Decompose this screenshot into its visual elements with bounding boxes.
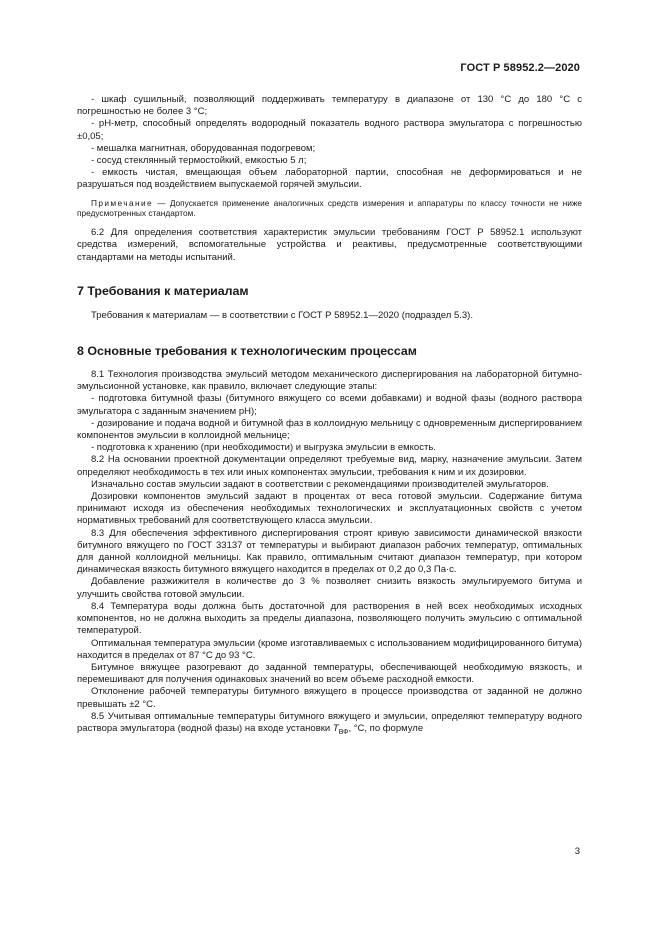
note-text: — Допускается применение аналогичных средств измерения и аппаратуры по классу точности не ниже предусмотренных стандартом.	[77, 197, 582, 219]
section-8-heading: 8 Основные требования к технологическим процессам	[77, 344, 417, 359]
list-item: - шкаф сушильный, позволяющий поддерживать температуру в диапазоне от 130 °C до 180 °C с погрешностью не более 3 °C;	[77, 94, 582, 118]
section-7-text: Требования к материалам — в соответствии с ГОСТ Р 58952.1—2020 (подраздел 5.3).	[91, 309, 473, 321]
paragraph-8-5-end: , °C, по формуле	[348, 722, 424, 734]
page-number: 3	[574, 846, 580, 857]
paragraph: 8.4 Температура воды должна быть достаточной для растворения в ней всех необходимых исходных компонентов, но не должна выходить за пределы диапазона, позволяющего получить эмульсию с оптимальной температурой.	[77, 600, 582, 637]
list-item: - подготовка к хранению (при необходимости) и выгрузка эмульсии в емкость.	[91, 442, 436, 454]
note	[77, 198, 582, 220]
paragraph-8-5-start: 8.5 Учитывая оптимальные температуры битумного вяжущего и эмульсии, определяют температуру водного раствора эмульгатора (водной фазы) на входе установки	[77, 710, 582, 734]
note-label: Примечание	[91, 197, 154, 208]
list-item: - емкость чистая, вмещающая объем лабораторной партии, способная не деформироваться и не разрушаться под воздействием выпускаемой горячей эмульсии.	[77, 167, 582, 191]
list-item: - дозирование и подача водной и битумной фаз в коллоидную мельницу с одновременным диспергированием компонентов эмульсии в коллоидной мельнице;	[77, 417, 582, 442]
paragraph: Изначально состав эмульсии задают в соответствии с рекомендациями производителей эмульгаторов.	[91, 478, 549, 490]
paragraph: Отклонение рабочей температуры битумного вяжущего в процессе производства от заданной не должно превышать ±2 °C.	[77, 686, 582, 710]
list-item: - сосуд стеклянный термостойкий, емкостью 5 л;	[91, 155, 307, 167]
list-item: - pH-метр, способный определять водородный показатель водного раствора эмульгатора с погрешностью ±0,05;	[77, 118, 582, 142]
paragraph: Оптимальная температура эмульсии (кроме изготавливаемых с использованием модифицированного битума) находится в пределах от 87 °C до 93 °C.	[77, 637, 582, 661]
paragraph: 8.1 Технология производства эмульсий методом механического диспергирования на лабораторной битумно-эмульсионной установке, как правило, включает следующие этапы:	[77, 369, 582, 393]
paragraph-8-5	[77, 711, 582, 739]
paragraph: 8.2 На основании проектной документации определяют требуемые вид, марку, назначение эмульсии. Затем определяют необходимость в тех или иных компонентах эмульсии, требования к ним и их дозировки.	[77, 454, 582, 478]
section-7-heading: 7 Требования к материалам	[77, 283, 249, 298]
paragraph-6-2: 6.2 Для определения соответствия характеристик эмульсии требованиям ГОСТ Р 58952.1 используют средства измерений, вспомогательные устройства и реактивы, предусмотренные соответствующими стандартами на методы испытаний.	[77, 227, 582, 263]
paragraph: 8.3 Для обеспечения эффективного диспергирования строят кривую зависимости динамической вязкости битумного вяжущего по ГОСТ 33137 от температуры и выбирают диапазон рабочих температур, оптимальных для данной коллоидной мельницы. Как правило, оптимальным считают диапазон температур, при котором динамическая вязкость битумного вяжущего находится в пределах от 0,2 до 0,3 Па·с.	[77, 527, 582, 576]
formula-subscript: ВФ	[338, 728, 349, 736]
paragraph: Добавление разжижителя в количестве до 3 % позволяет снизить вязкость эмульгируемого битума и улучшить свойства готовой эмульсии.	[77, 576, 582, 600]
paragraph: Дозировки компонентов эмульсий задают в процентах от веса готовой эмульсии. Содержание битума принимают исходя из обеспечения необходимых технологических и эксплуатационных свойств с учетом нормативных требований для соответствующего класса эмульсии.	[77, 491, 582, 527]
list-item: - подготовка битумной фазы (битумного вяжущего со всеми добавками) и водной фазы (водного раствора эмульгатора с заданным значением pH);	[77, 393, 582, 417]
document-number: ГОСТ Р 58952.2—2020	[460, 62, 580, 74]
paragraph: Битумное вяжущее разогревают до заданной температуры, обеспечивающей необходимую вязкость, и перемешивают для получения одинаковых значений во всем объеме расходной емкости.	[77, 661, 582, 686]
page-body	[77, 94, 582, 739]
list-item: - мешалка магнитная, оборудованная подогревом;	[91, 142, 316, 154]
formula-variable: T	[332, 722, 339, 734]
